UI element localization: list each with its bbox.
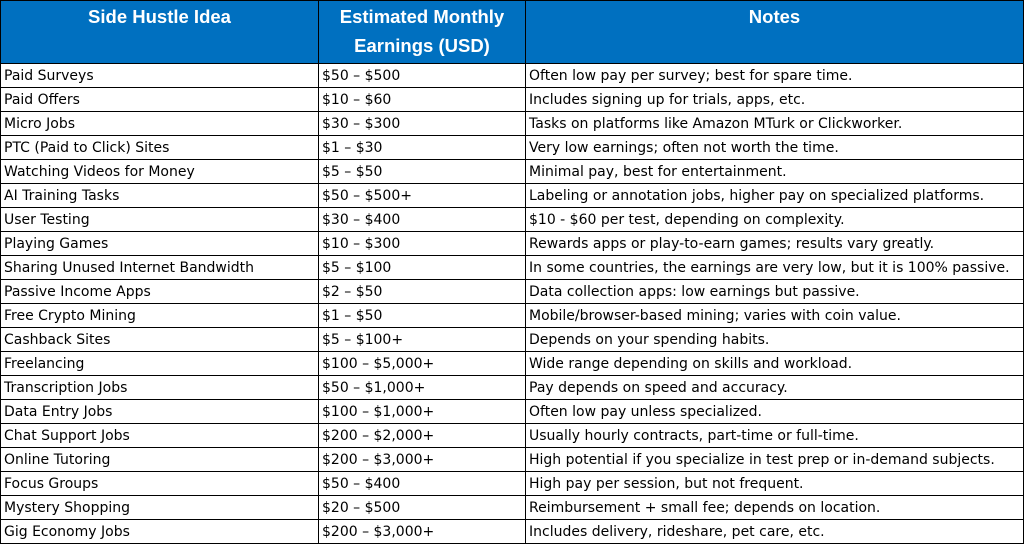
earnings-cell: $1 – $30: [319, 136, 526, 160]
notes-cell: Data collection apps: low earnings but passive.: [526, 280, 1024, 304]
earnings-cell: $50 – $500: [319, 64, 526, 88]
earnings-cell: $20 – $500: [319, 496, 526, 520]
earnings-cell: $5 – $100+: [319, 328, 526, 352]
notes-cell: Often low pay per survey; best for spare time.: [526, 64, 1024, 88]
table-row: [1, 256, 1024, 280]
notes-cell: Tasks on platforms like Amazon MTurk or Clickworker.: [526, 112, 1024, 136]
earnings-cell: $1 – $50: [319, 304, 526, 328]
notes-cell: In some countries, the earnings are very low, but it is 100% passive.: [526, 256, 1024, 280]
earnings-cell: $50 – $500+: [319, 184, 526, 208]
notes-cell: Wide range depending on skills and workload.: [526, 352, 1024, 376]
earnings-cell: $5 – $100: [319, 256, 526, 280]
idea-cell: Free Crypto Mining: [1, 304, 319, 328]
earnings-cell: $100 – $5,000+: [319, 352, 526, 376]
notes-cell: Minimal pay, best for entertainment.: [526, 160, 1024, 184]
table-row: [1, 88, 1024, 112]
header-side-hustle-idea: Side Hustle Idea: [1, 1, 319, 64]
idea-cell: Passive Income Apps: [1, 280, 319, 304]
idea-cell: Online Tutoring: [1, 448, 319, 472]
earnings-cell: $2 – $50: [319, 280, 526, 304]
notes-cell: Includes signing up for trials, apps, etc.: [526, 88, 1024, 112]
table-row: [1, 472, 1024, 496]
table-row: [1, 496, 1024, 520]
table-row: [1, 160, 1024, 184]
table-row: [1, 424, 1024, 448]
notes-cell: Often low pay unless specialized.: [526, 400, 1024, 424]
idea-cell: AI Training Tasks: [1, 184, 319, 208]
header-estimated-monthly-earnings: Estimated Monthly Earnings (USD): [319, 1, 526, 64]
table-row: [1, 448, 1024, 472]
notes-cell: Pay depends on speed and accuracy.: [526, 376, 1024, 400]
notes-cell: High potential if you specialize in test prep or in-demand subjects.: [526, 448, 1024, 472]
idea-cell: Paid Offers: [1, 88, 319, 112]
notes-cell: Usually hourly contracts, part-time or full-time.: [526, 424, 1024, 448]
idea-cell: PTC (Paid to Click) Sites: [1, 136, 319, 160]
table-row: [1, 136, 1024, 160]
idea-cell: Sharing Unused Internet Bandwidth: [1, 256, 319, 280]
notes-cell: Depends on your spending habits.: [526, 328, 1024, 352]
notes-cell: Labeling or annotation jobs, higher pay on specialized platforms.: [526, 184, 1024, 208]
earnings-cell: $100 – $1,000+: [319, 400, 526, 424]
idea-cell: Paid Surveys: [1, 64, 319, 88]
earnings-cell: $5 – $50: [319, 160, 526, 184]
earnings-cell: $30 – $300: [319, 112, 526, 136]
table-row: [1, 328, 1024, 352]
idea-cell: Data Entry Jobs: [1, 400, 319, 424]
table-row: [1, 352, 1024, 376]
earnings-cell: $200 – $2,000+: [319, 424, 526, 448]
idea-cell: Transcription Jobs: [1, 376, 319, 400]
notes-cell: Reimbursement + small fee; depends on location.: [526, 496, 1024, 520]
earnings-cell: $50 – $400: [319, 472, 526, 496]
idea-cell: User Testing: [1, 208, 319, 232]
notes-cell: $10 - $60 per test, depending on complexity.: [526, 208, 1024, 232]
table-row: [1, 304, 1024, 328]
idea-cell: Freelancing: [1, 352, 319, 376]
earnings-cell: $200 – $3,000+: [319, 448, 526, 472]
earnings-cell: $10 – $60: [319, 88, 526, 112]
table-row: [1, 232, 1024, 256]
idea-cell: Chat Support Jobs: [1, 424, 319, 448]
table-row: [1, 184, 1024, 208]
header-row: [1, 1, 1024, 64]
idea-cell: Cashback Sites: [1, 328, 319, 352]
idea-cell: Watching Videos for Money: [1, 160, 319, 184]
table-row: [1, 400, 1024, 424]
notes-cell: Mobile/browser-based mining; varies with coin value.: [526, 304, 1024, 328]
idea-cell: Gig Economy Jobs: [1, 520, 319, 544]
earnings-cell: $50 – $1,000+: [319, 376, 526, 400]
earnings-cell: $200 – $3,000+: [319, 520, 526, 544]
table-row: [1, 280, 1024, 304]
notes-cell: Rewards apps or play-to-earn games; results vary greatly.: [526, 232, 1024, 256]
idea-cell: Micro Jobs: [1, 112, 319, 136]
table-row: [1, 112, 1024, 136]
idea-cell: Mystery Shopping: [1, 496, 319, 520]
notes-cell: Includes delivery, rideshare, pet care, etc.: [526, 520, 1024, 544]
notes-cell: Very low earnings; often not worth the time.: [526, 136, 1024, 160]
table-row: [1, 208, 1024, 232]
header-notes: Notes: [526, 1, 1024, 64]
earnings-cell: $10 – $300: [319, 232, 526, 256]
notes-cell: High pay per session, but not frequent.: [526, 472, 1024, 496]
idea-cell: Playing Games: [1, 232, 319, 256]
table-row: [1, 376, 1024, 400]
idea-cell: Focus Groups: [1, 472, 319, 496]
table-row: [1, 64, 1024, 88]
earnings-cell: $30 – $400: [319, 208, 526, 232]
